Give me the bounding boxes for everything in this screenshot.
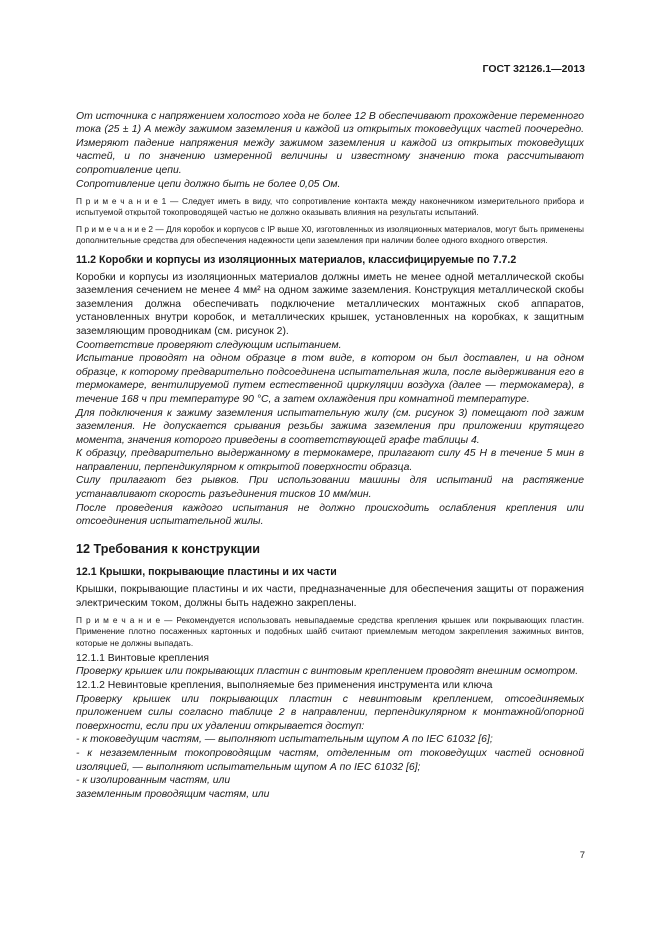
list-item: - к незаземленным токопроводящим частям, отделенным от токоведущих частей основной изоляцией, — выполняют испытательным щупом А по IEC 61032 [6]; [76, 747, 584, 773]
paragraph: Крышки, покрывающие пластины и их части, предназначенные для обеспечения защиты от поражения электрическим током, должны быть надежно закреплены. [76, 584, 584, 609]
note-3 [76, 615, 584, 649]
document-id-header: ГОСТ 32126.1—2013 [482, 63, 585, 75]
subsection-heading-12-1-2: 12.1.2 Невинтовые крепления, выполняемые без применения инструмента или ключа [76, 680, 493, 692]
paragraph-text: От источника с напряжением холостого хода не более 12 В обеспечивают прохождение переменного тока (25 ± 1) А между зажимом заземления и каждой из открытых токоведущих частей поочередно. Измеряют падение напряжения между зажимом заземления и каждой из открытых токоведущих частей, и по значению измеренной величины и известному значению тока рассчитывают сопротивление цепи. [76, 110, 584, 176]
note-text: — Следует иметь в виду, что сопротивление контакта между наконечником измерительного прибора и испытуемой открытой токопроводящей частью не должно оказывать влияния на результаты испытаний. [76, 196, 584, 218]
page-content [76, 96, 584, 801]
paragraph: Силу прилагают без рывков. При использовании машины для испытаний на растяжение устанавливают скорость разъединения тисков 10 мм/мин. [76, 475, 584, 501]
paragraph: Проверку крышек или покрывающих пластин с винтовым креплением проводят внешним осмотром. [76, 666, 579, 678]
note-1 [76, 196, 584, 218]
paragraph-text: Сопротивление цепи должно быть не более 0,05 Ом. [76, 178, 341, 190]
note-text: — Для коробок и корпусов с IP выше X0, изготовленных из изоляционных материалов, могут быть применены дополнительные средства для обеспечения надежности цепи заземления при наличии более одного входного отверстия. [76, 223, 584, 245]
paragraph: К образцу, предварительно выдержанному в термокамере, прилагают силу 45 Н в течение 5 мин в направлении, перпендикулярном к открытой поверхности образца. [76, 448, 584, 473]
paragraph: После проведения каждого испытания не должно происходить ослабления крепления или отсоединения испытательной жилы. [76, 502, 584, 528]
paragraph: Для подключения к зажиму заземления испытательную жилу (см. рисунок 3) помещают под зажим заземления. Не допускается срывания резьбы зажима заземления при приложении крутящего момента, значения которого приведены в соответствующей графе таблицы 4. [76, 407, 584, 446]
section-heading-12-1: 12.1 Крышки, покрывающие пластины и их части [76, 566, 337, 579]
note-text: — Рекомендуется использовать невыпадаемые средства крепления крышек или покрывающих пластин. Применение плотно посаженных картонных и подобных шайб считают приемлемым методом закрепления зажимных винтов, которые не должны выпадать. [76, 615, 584, 648]
note-label: П р и м е ч а н и е 1 [76, 196, 167, 207]
paragraph: Испытание проводят на одном образце в том виде, в котором он был доставлен, и на одном образце, к которому предварительно подсоединена испытательная жила, после выдерживания его в термокамере, вентилируемой путем естественной циркуляции воздуха (далее — термокамера), в течение 168 ч при температуре 90 °С, а затем охлаждения при комнатной температуре. [76, 353, 584, 405]
section-heading-11-2: 11.2 Коробки и корпусы из изоляционных материалов, классифицируемые по 7.7.2 [76, 253, 517, 266]
paragraph [76, 178, 584, 192]
list-item: - к токоведущим частям, — выполняют испытательным щупом А по IEC 61032 [6]; [76, 734, 493, 746]
section-heading-12: 12 Требования к конструкции [76, 541, 260, 556]
note-2 [76, 224, 584, 246]
paragraph: Коробки и корпусы из изоляционных материалов должны иметь не менее одной металлической скобы заземления сечением не менее 4 мм² на одном зажиме заземления. Конструкция металлической скобы заземления должна обеспечивать подключение металлических монтажных скоб аппаратов, установленных внутри коробок, и металлических крышек, установленных на коробках, к защитным заземляющим проводникам (см. рисунок 2). [76, 271, 584, 337]
subsection-heading-12-1-1: 12.1.1 Винтовые крепления [76, 652, 210, 664]
list-item: заземленным проводящим частям, или [76, 788, 270, 800]
page-number: 7 [579, 850, 585, 861]
note-label: П р и м е ч а н и е 2 [76, 223, 153, 234]
list-item: - к изолированным частям, или [76, 775, 231, 787]
paragraph: Соответствие проверяют следующим испытанием. [76, 339, 342, 351]
paragraph: Проверку крышек или покрывающих пластин с невинтовым креплением, отсоединяемых приложением силы согласно таблице 2 в направлении, перпендикулярном к монтажной/опорной поверхности, если при их удалении открывается доступ: [76, 693, 584, 732]
note-label: П р и м е ч а н и е [76, 615, 161, 626]
paragraph [76, 96, 584, 178]
